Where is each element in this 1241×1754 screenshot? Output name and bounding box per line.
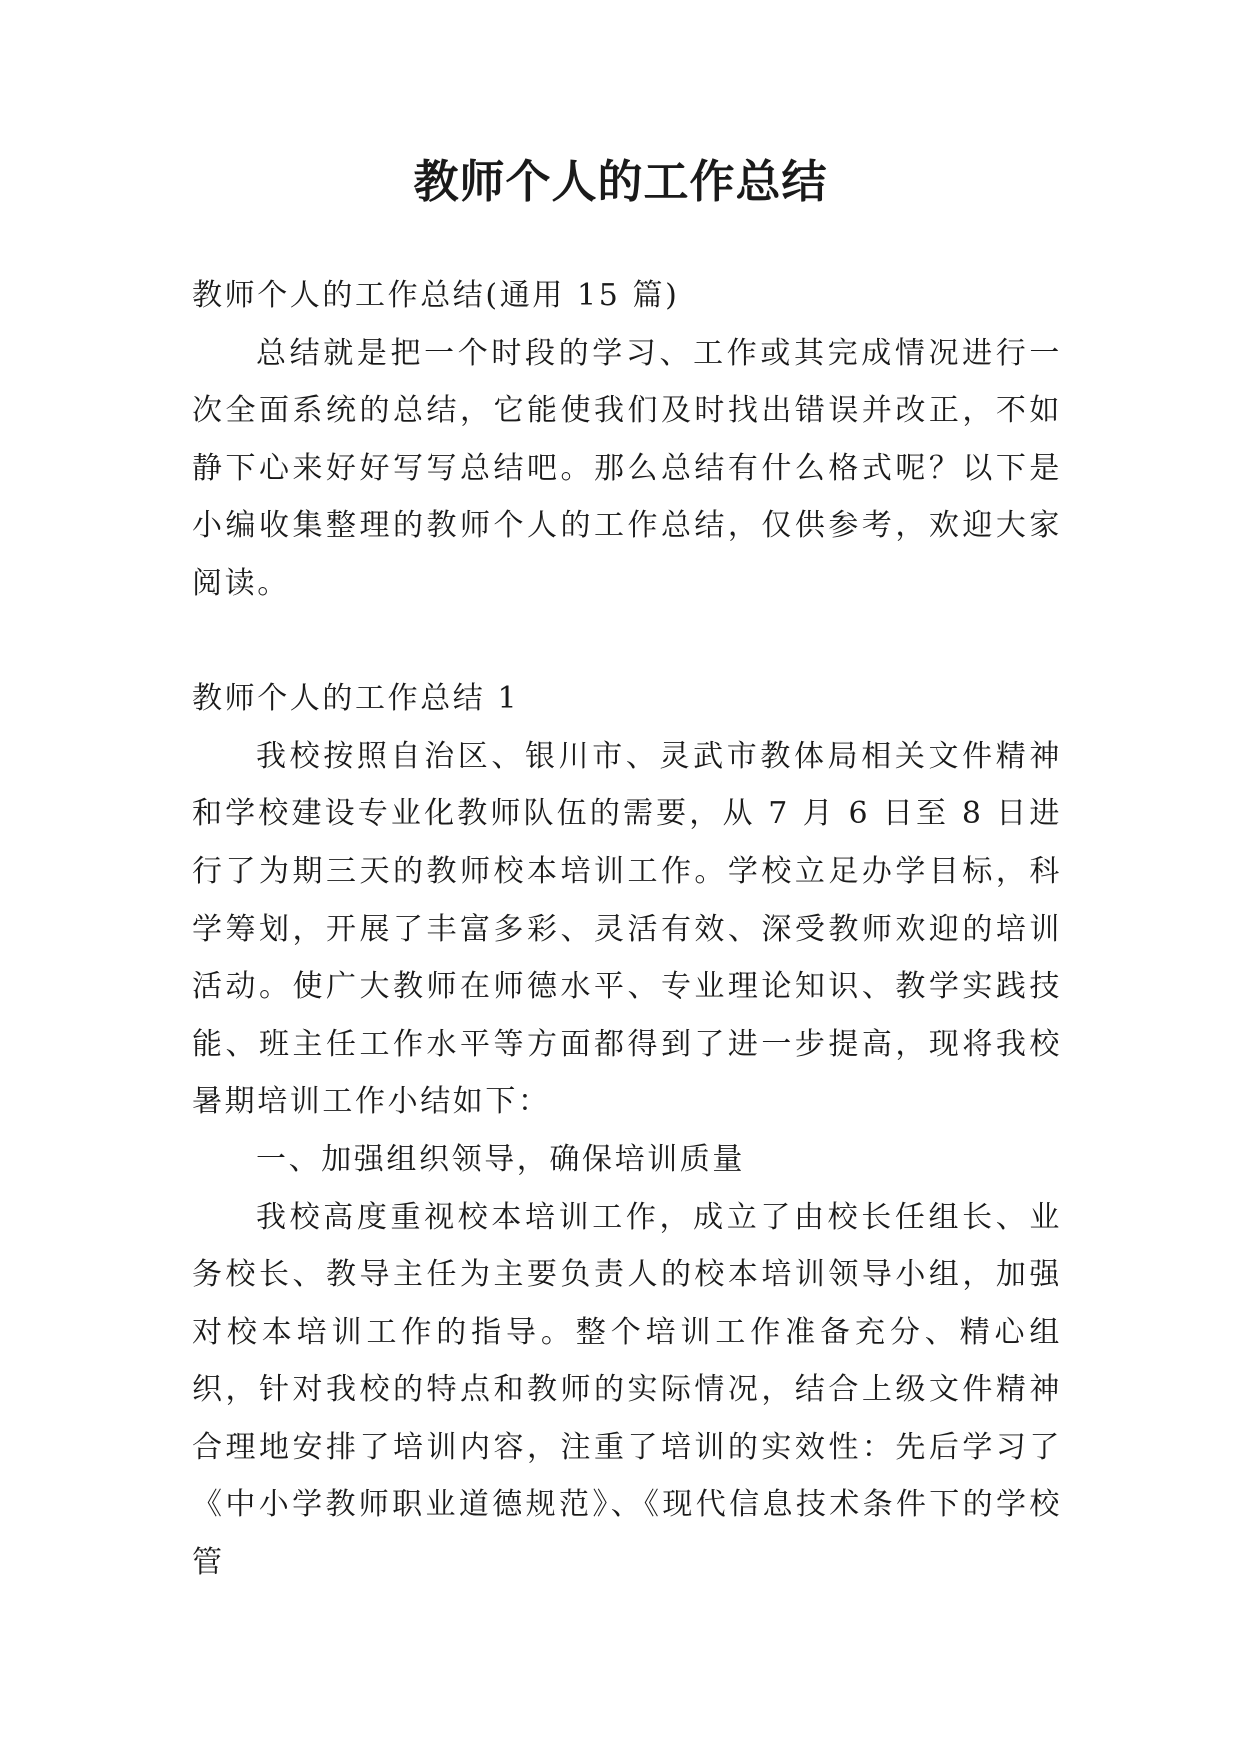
document-subtitle: 教师个人的工作总结(通用 15 篇) <box>192 278 680 313</box>
document-title: 教师个人的工作总结 <box>413 155 828 208</box>
body-paragraph: 我校按照自治区、银川市、灵武市教体局相关文件精神和学校建设专业化教师队伍的需要，从 7 月 6 日至 8 日进行了为期三天的教师校本培训工作。学校立足办学目标，科学筹划，开展了丰富多彩、灵活有效、深受教师欢迎的培训活动。使广大教师在师德水平、专业理论知识、教学实践技能、班主任工作水平等方面都得到了进一步提高，现将我校暑期培训工作小结如下： <box>192 738 1062 1120</box>
section-subheading: 一、加强组织领导，确保培训质量 <box>256 1141 745 1177</box>
body-paragraph: 我校高度重视校本培训工作，成立了由校长任组长、业务校长、教导主任为主要负责人的校本培训领导小组，加强对校本培训工作的指导。整个培训工作准备充分、精心组织，针对我校的特点和教师的实际情况，结合上级文件精神合理地安排了培训内容，注重了培训的实效性：先后学习了《中小学教师职业道德规范》、《现代信息技术条件下的学校管 <box>192 1199 1062 1581</box>
document-body <box>192 267 1062 1592</box>
intro-paragraph: 总结就是把一个时段的学习、工作或其完成情况进行一次全面系统的总结，它能使我们及时找出错误并改正，不如静下心来好好写写总结吧。那么总结有什么格式呢？以下是小编收集整理的教师个人的工作总结，仅供参考，欢迎大家阅读。 <box>192 335 1062 601</box>
section-heading: 教师个人的工作总结 1 <box>192 681 520 717</box>
paragraph-spacer <box>192 613 1062 671</box>
